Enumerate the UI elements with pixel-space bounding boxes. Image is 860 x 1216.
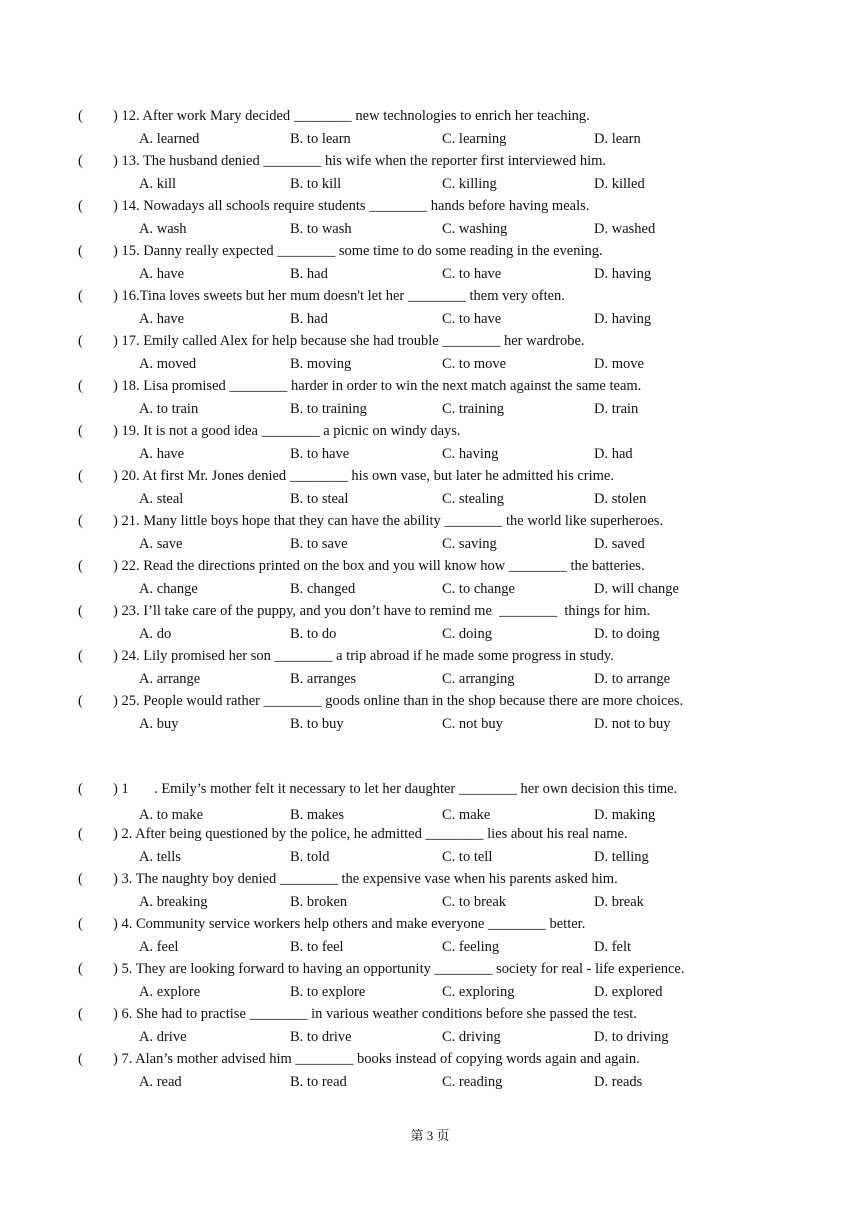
option-a: A. to train: [139, 400, 199, 417]
options-row: [0, 173, 860, 195]
options-row: [0, 488, 860, 510]
page-footer: 第 3 页: [410, 1128, 450, 1143]
answer-paren-open[interactable]: (: [78, 1051, 83, 1067]
option-c: C. doing: [442, 625, 492, 642]
option-a: A. steal: [139, 490, 184, 507]
question-stem: ) 19. It is not a good idea ________ a picnic on windy days.: [113, 423, 461, 439]
question-stem: ) 3. The naughty boy denied ________ the expensive vase when his parents asked him.: [113, 871, 618, 887]
option-a: A. to make: [139, 807, 204, 823]
options-row: [0, 443, 860, 465]
options-row: [0, 623, 860, 645]
option-d: D. to driving: [594, 1028, 669, 1045]
question-row: [0, 330, 860, 352]
answer-paren-open[interactable]: (: [78, 693, 83, 709]
option-d: D. not to buy: [594, 715, 671, 732]
option-a: A. read: [139, 1073, 182, 1090]
question-row: [0, 1003, 860, 1025]
option-d: D. move: [594, 355, 644, 372]
option-a: A. save: [139, 535, 183, 552]
question-row: [0, 465, 860, 487]
option-a: A. wash: [139, 220, 187, 237]
option-b: B. told: [290, 848, 330, 865]
question-stem: ) 16.Tina loves sweets but her mum doesn't let her ________ them very often.: [113, 288, 565, 304]
option-b: B. to training: [290, 400, 367, 417]
question-stem: ) 17. Emily called Alex for help because she had trouble ________ her wardrobe.: [113, 333, 585, 349]
options-row: [0, 533, 860, 555]
option-b: B. changed: [290, 580, 356, 597]
option-b: B. had: [290, 310, 328, 327]
options-row: [0, 713, 860, 735]
options-row: [0, 578, 860, 600]
option-c: C. killing: [442, 175, 497, 192]
option-c: C. to have: [442, 265, 502, 282]
question-stem: ) 5. They are looking forward to having an opportunity ________ society for real - life experience.: [113, 961, 685, 977]
option-b: B. to learn: [290, 130, 351, 147]
option-c: C. feeling: [442, 938, 500, 955]
option-c: C. to have: [442, 310, 502, 327]
question-stem: ) 20. At first Mr. Jones denied ________ his own vase, but later he admitted his crime.: [113, 468, 614, 484]
option-d: D. train: [594, 400, 639, 417]
question-stem: ) 4. Community service workers help others and make everyone ________ better.: [113, 916, 586, 932]
option-b: B. to steal: [290, 490, 349, 507]
option-d: D. washed: [594, 220, 656, 237]
question-stem: ) 21. Many little boys hope that they can have the ability ________ the world like superheroes.: [113, 513, 664, 529]
option-b: B. to kill: [290, 175, 342, 192]
option-a: A. have: [139, 310, 185, 327]
question-row: [0, 240, 860, 262]
question-row: [0, 913, 860, 935]
answer-paren-open[interactable]: (: [78, 513, 83, 529]
question-stem: ) 14. Nowadays all schools require students ________ hands before having meals.: [113, 198, 590, 214]
option-b: B. to do: [290, 625, 337, 642]
answer-paren-open[interactable]: (: [78, 333, 83, 349]
answer-paren-open[interactable]: (: [78, 781, 83, 797]
answer-paren-open[interactable]: (: [78, 961, 83, 977]
answer-paren-open[interactable]: (: [78, 288, 83, 304]
question-stem: ) 7. Alan’s mother advised him ________ books instead of copying words again and again.: [113, 1051, 640, 1067]
options-row: [0, 263, 860, 285]
option-c: C. not buy: [442, 715, 503, 732]
option-d: D. had: [594, 445, 633, 462]
option-b: B. to buy: [290, 715, 344, 732]
option-c: C. learning: [442, 130, 507, 147]
question-row: [0, 285, 860, 307]
option-c: C. saving: [442, 535, 497, 552]
answer-paren-open[interactable]: (: [78, 603, 83, 619]
option-d: D. explored: [594, 983, 663, 1000]
option-c: C. training: [442, 400, 505, 417]
option-d: D. break: [594, 893, 644, 910]
option-c: C. arranging: [442, 670, 515, 687]
option-d: D. having: [594, 310, 652, 327]
option-b: B. arranges: [290, 670, 357, 687]
answer-paren-open[interactable]: (: [78, 826, 83, 842]
options-row: [0, 128, 860, 150]
options-row: [0, 936, 860, 958]
question-row: [0, 375, 860, 397]
option-a: A. feel: [139, 938, 179, 955]
option-b: B. makes: [290, 807, 344, 823]
option-c: C. having: [442, 445, 499, 462]
question-row: [0, 868, 860, 890]
answer-paren-open[interactable]: (: [78, 378, 83, 394]
answer-paren-open[interactable]: (: [78, 648, 83, 664]
question-row: [0, 1048, 860, 1070]
question-row: [0, 510, 860, 532]
question-row: [0, 555, 860, 577]
answer-paren-open[interactable]: (: [78, 198, 83, 214]
question-row: [0, 195, 860, 217]
option-d: D. killed: [594, 175, 645, 192]
answer-paren-open[interactable]: (: [78, 916, 83, 932]
option-a: A. kill: [139, 175, 177, 192]
question-stem: ) 25. People would rather ________ goods online than in the shop because there are more choices.: [113, 693, 684, 709]
option-a: A. change: [139, 580, 198, 597]
question-stem: ) 18. Lisa promised ________ harder in order to win the next match against the same team.: [113, 378, 642, 394]
option-d: D. having: [594, 265, 652, 282]
option-a: A. moved: [139, 355, 197, 372]
option-a: A. explore: [139, 983, 201, 1000]
option-d: D. reads: [594, 1073, 643, 1090]
option-a: A. tells: [139, 848, 181, 865]
options-row: [0, 218, 860, 240]
answer-paren-open[interactable]: (: [78, 423, 83, 439]
question-row: [0, 645, 860, 667]
option-b: B. to explore: [290, 983, 366, 1000]
option-b: B. to drive: [290, 1028, 352, 1045]
option-b: B. to have: [290, 445, 350, 462]
options-row: [0, 668, 860, 690]
option-d: D. stolen: [594, 490, 647, 507]
option-c: C. stealing: [442, 490, 505, 507]
option-d: D. felt: [594, 938, 632, 955]
option-d: D. making: [594, 807, 656, 823]
option-c: C. to move: [442, 355, 507, 372]
option-a: A. do: [139, 625, 172, 642]
option-b: B. to wash: [290, 220, 352, 237]
option-a: A. breaking: [139, 893, 208, 910]
question-stem: ) 12. After work Mary decided ________ new technologies to enrich her teaching.: [113, 108, 590, 124]
answer-paren-open[interactable]: (: [78, 108, 83, 124]
answer-paren-open[interactable]: (: [78, 243, 83, 259]
option-c: C. to tell: [442, 848, 493, 865]
question-row: [0, 420, 860, 442]
question-stem: ) 2. After being questioned by the police, he admitted ________ lies about his real name.: [113, 826, 628, 842]
option-c: C. reading: [442, 1073, 503, 1090]
option-c: C. washing: [442, 220, 508, 237]
option-c: C. exploring: [442, 983, 515, 1000]
option-b: B. to feel: [290, 938, 344, 955]
option-d: D. learn: [594, 130, 641, 147]
option-c: C. to change: [442, 580, 515, 597]
option-b: B. broken: [290, 893, 348, 910]
question-stem: ) 23. I’ll take care of the puppy, and you don’t have to remind me ________ things for him.: [113, 603, 651, 619]
option-b: B. moving: [290, 355, 352, 372]
option-a: A. have: [139, 265, 185, 282]
question-row: [0, 690, 860, 712]
question-stem: ) 24. Lily promised her son ________ a trip abroad if he made some progress in study.: [113, 648, 614, 664]
option-d: D. telling: [594, 848, 649, 865]
answer-paren-open[interactable]: (: [78, 871, 83, 887]
option-c: C. make: [442, 807, 491, 823]
option-a: A. learned: [139, 130, 200, 147]
option-a: A. drive: [139, 1028, 187, 1045]
option-d: D. to arrange: [594, 670, 671, 687]
options-row: [0, 1071, 860, 1093]
question-row: [0, 105, 860, 127]
option-d: D. to doing: [594, 625, 660, 642]
options-row: [0, 981, 860, 1003]
question-row: [0, 778, 860, 800]
option-d: D. will change: [594, 580, 679, 597]
answer-paren-open[interactable]: (: [78, 153, 83, 169]
options-row: [0, 846, 860, 868]
option-b: B. had: [290, 265, 328, 282]
options-row: [0, 891, 860, 913]
options-row: [0, 308, 860, 330]
option-a: A. arrange: [139, 670, 201, 687]
question-row: [0, 150, 860, 172]
option-c: C. to break: [442, 893, 507, 910]
option-c: C. driving: [442, 1028, 501, 1045]
question-row: [0, 823, 860, 845]
question-stem: ) 22. Read the directions printed on the box and you will know how ________ the batteries.: [113, 558, 645, 574]
option-d: D. saved: [594, 535, 645, 552]
option-a: A. have: [139, 445, 185, 462]
option-b: B. to save: [290, 535, 348, 552]
question-stem: ) 6. She had to practise ________ in various weather conditions before she passed the test.: [113, 1006, 637, 1022]
question-stem: ) 15. Danny really expected ________ some time to do some reading in the evening.: [113, 243, 603, 259]
answer-paren-open[interactable]: (: [78, 558, 83, 574]
question-row: [0, 958, 860, 980]
answer-paren-open[interactable]: (: [78, 468, 83, 484]
question-stem: ) 13. The husband denied ________ his wife when the reporter first interviewed him.: [113, 153, 607, 169]
question-row: [0, 600, 860, 622]
question-stem: ) 1 . Emily’s mother felt it necessary to let her daughter ________ her own decision this time.: [113, 781, 678, 797]
options-row: [0, 398, 860, 420]
option-a: A. buy: [139, 715, 179, 732]
answer-paren-open[interactable]: (: [78, 1006, 83, 1022]
option-b: B. to read: [290, 1073, 347, 1090]
options-row: [0, 353, 860, 375]
options-row: [0, 1026, 860, 1048]
